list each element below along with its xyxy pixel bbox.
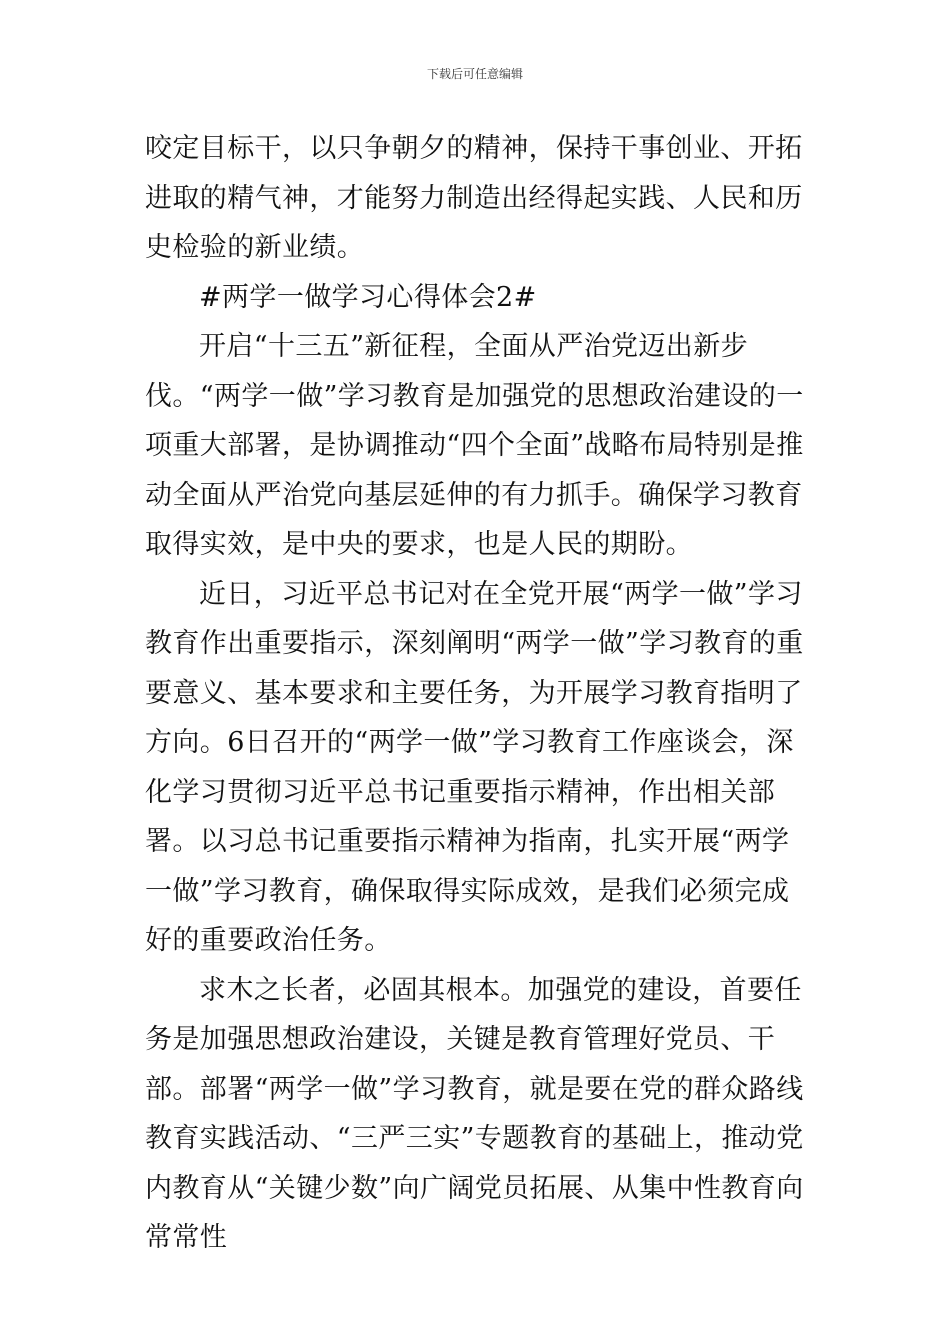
document-body [145,124,810,1263]
paragraph-continuation: 咬定目标干，以只争朝夕的精神，保持干事创业、开拓进取的精气神，才能努力制造出经得起实践、人民和历史检验的新业绩。 [145,133,803,263]
paragraph: 开启“十三五”新征程，全面从严治党迈出新步伐。“两学一做”学习教育是加强党的思想政治建设的一项重大部署，是协调推动“四个全面”战略布局特别是推动全面从严治党向基层延伸的有力抓手。确保学习教育取得实效，是中央的要求，也是人民的期盼。 [145,331,804,560]
page-header: 下载后可任意编辑 [426,67,523,81]
paragraph: 近日，习近平总书记对在全党开展“两学一做”学习教育作出重要指示，深刻阐明“两学一做”学习教育的重要意义、基本要求和主要任务，为开展学习教育指明了方向。6日召开的“两学一做”学习教育工作座谈会，深化学习贯彻习近平总书记重要指示精神，作出相关部署。以习总书记重要指示精神为指南，扎实开展“两学一做”学习教育，确保取得实际成效，是我们必须完成好的重要政治任务。 [145,578,804,956]
section-heading: #两学一做学习心得体会2# [199,281,537,313]
paragraph: 求木之长者，必固其根本。加强党的建设，首要任务是加强思想政治建设，关键是教育管理好党员、干部。部署“两学一做”学习教育，就是要在党的群众路线教育实践活动、“三严三实”专题教育的基础上，推动党内教育从“关键少数”向广阔党员拓展、从集中性教育向常常性 [145,974,804,1253]
